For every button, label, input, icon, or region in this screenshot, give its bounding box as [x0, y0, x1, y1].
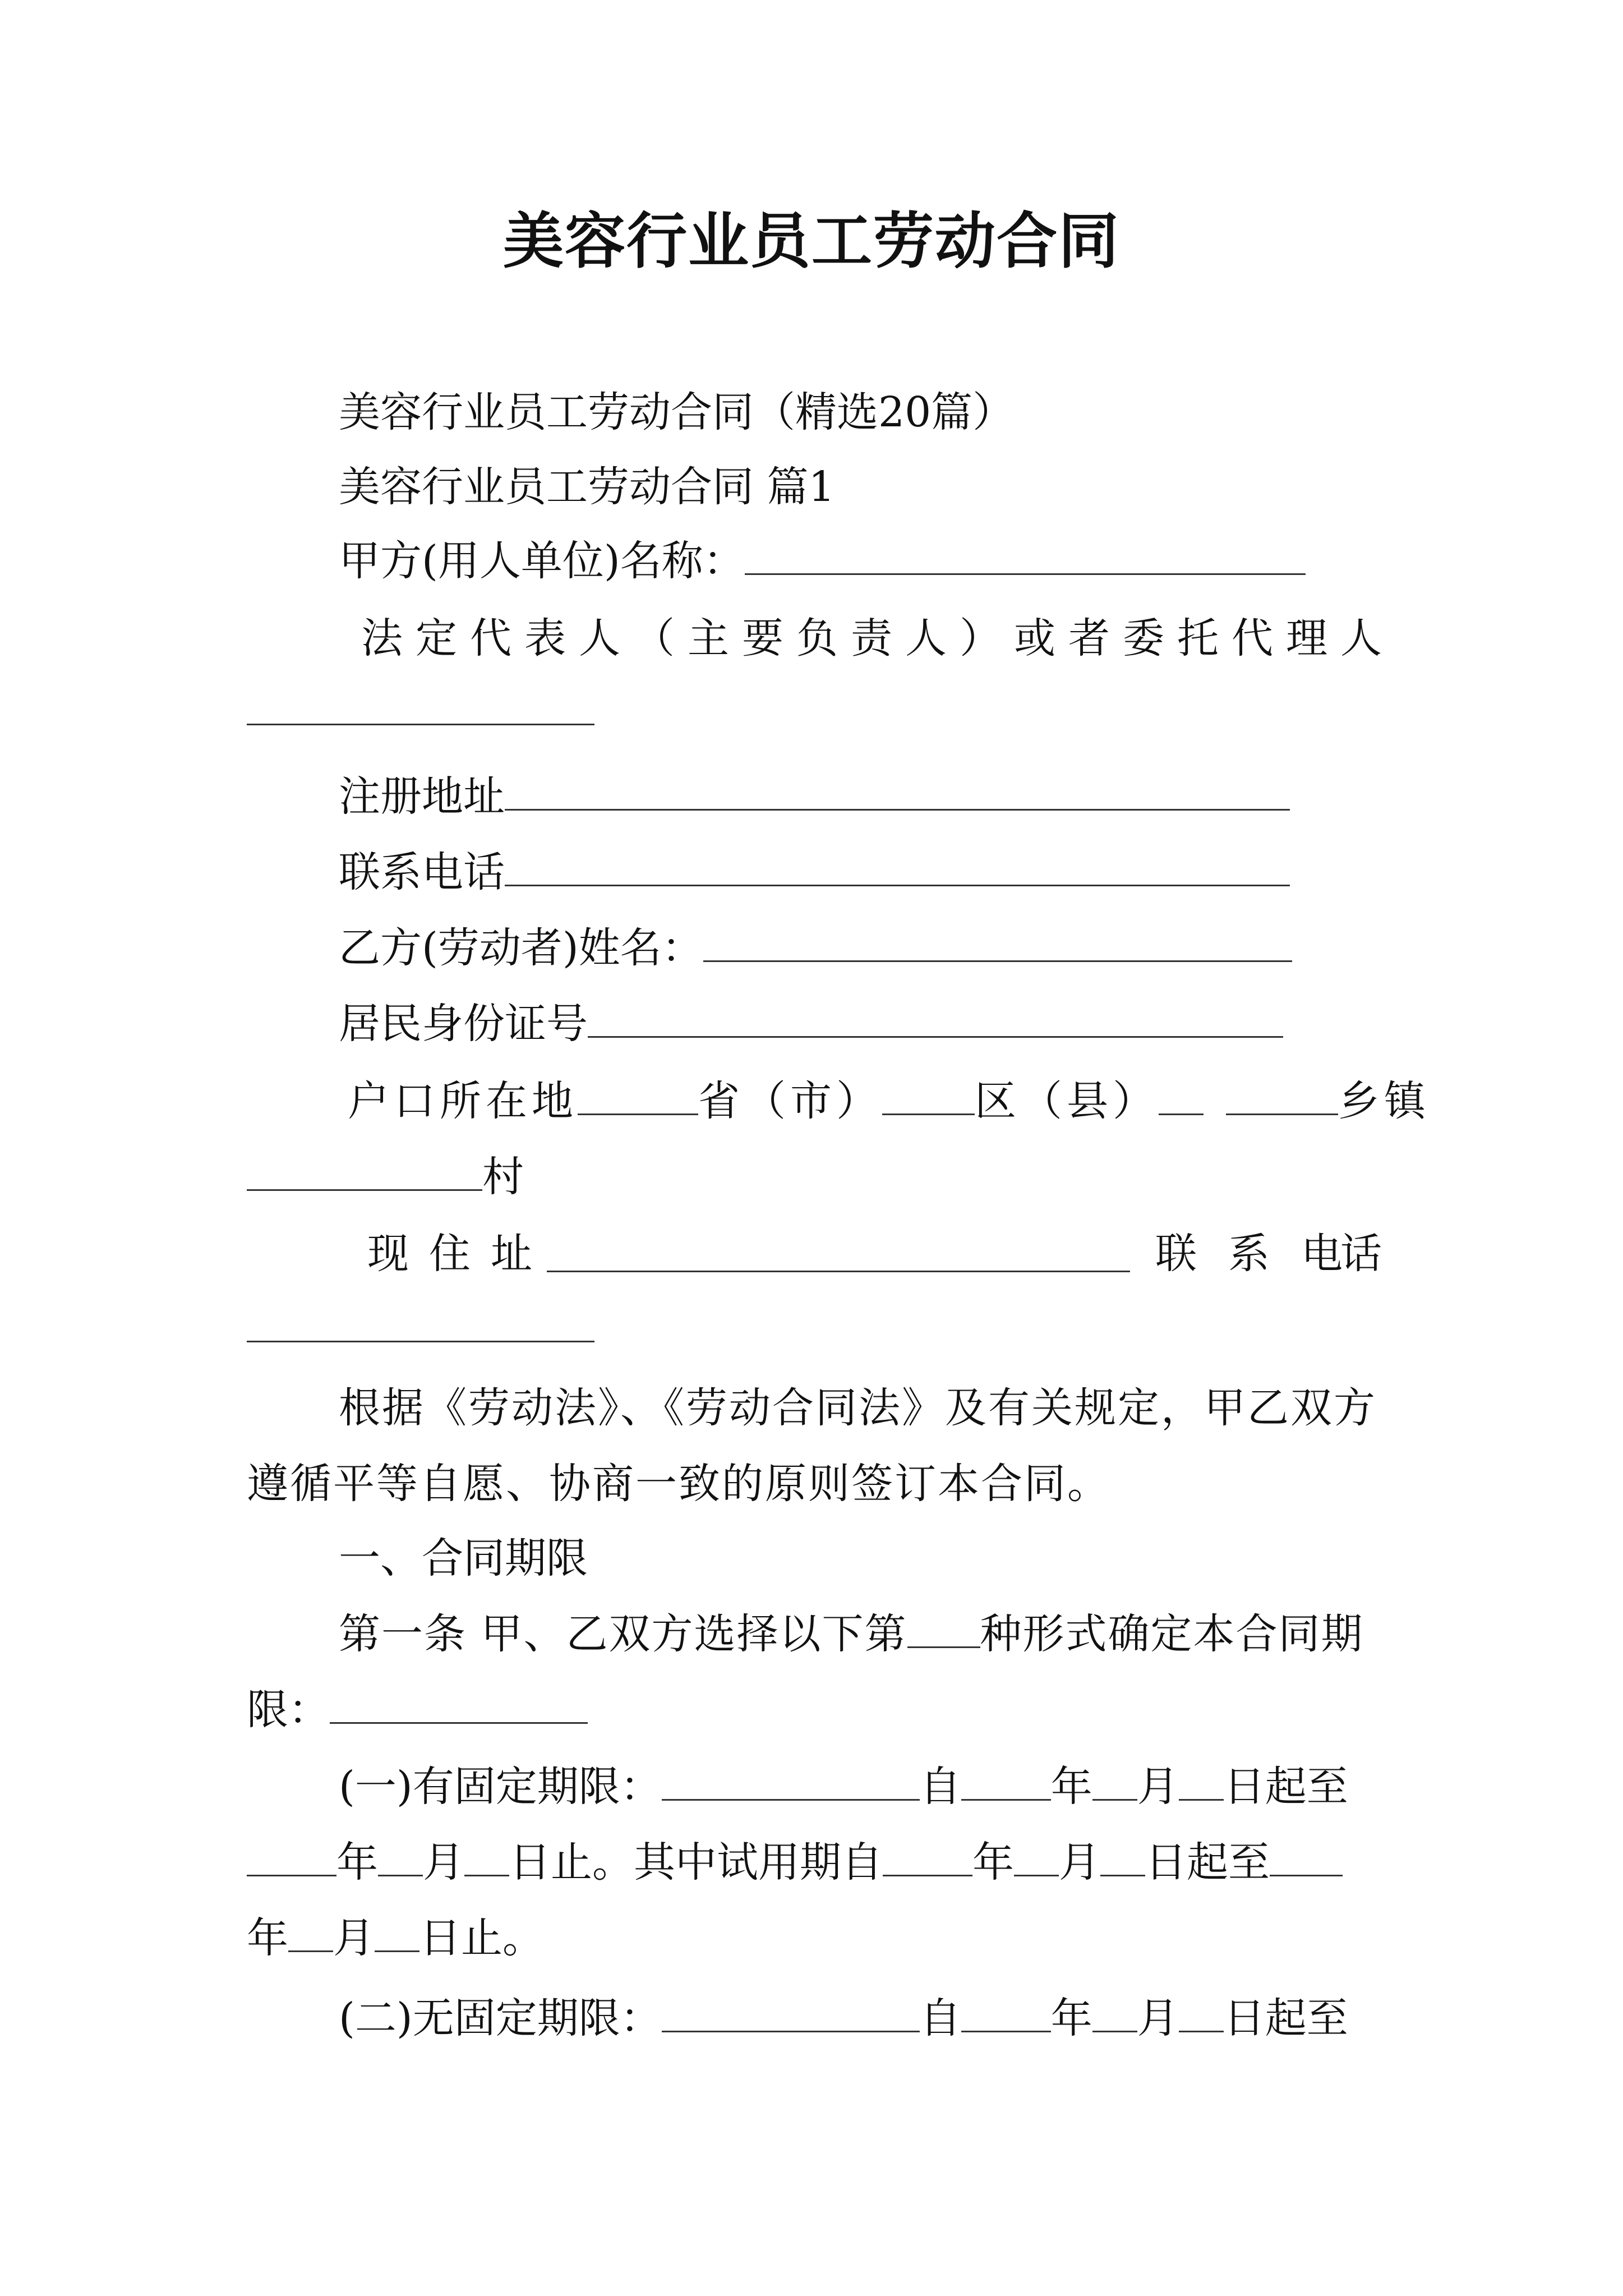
- day-blank: [1179, 1991, 1224, 2032]
- text-yue: 月: [333, 1914, 375, 1962]
- day-blank: [464, 1835, 509, 1876]
- day-blank: [375, 1911, 419, 1952]
- cur-phone-char: 话: [1340, 1230, 1382, 1278]
- month-blank: [378, 1835, 423, 1876]
- article-1-line: [339, 1606, 1364, 1662]
- party-b-line: [339, 920, 1292, 976]
- fixed-term-line-3: [247, 1910, 544, 1966]
- reg-address-line: [339, 769, 1290, 825]
- fixed-term-line-2: [247, 1834, 1343, 1890]
- text-yue: 月: [1137, 1763, 1179, 1811]
- month-blank: [1014, 1835, 1059, 1876]
- legal-rep-char: 人: [1340, 614, 1382, 662]
- non-fixed-term-line: [339, 1990, 1348, 2046]
- text-nian: 年: [336, 1838, 378, 1887]
- cur-phone-char: 联: [1155, 1230, 1197, 1278]
- cur-addr-char: 现: [367, 1230, 409, 1278]
- hukou-prov-label: 省（市）: [698, 1077, 882, 1125]
- article-heading: 美容行业员工劳动合同 篇1: [339, 463, 835, 511]
- subtitle: 美容行业员工劳动合同（精选20篇）: [339, 388, 1015, 436]
- current-phone-blank: [247, 1301, 594, 1342]
- article-1-limit-line: [247, 1682, 588, 1738]
- article-1-limit-blank: [330, 1683, 588, 1724]
- text-nian: 年: [247, 1914, 288, 1962]
- text-ri-qizhi: 日起至: [1223, 1994, 1348, 2042]
- phone-line: [339, 844, 1290, 900]
- hukou-town-label: 乡镇: [1338, 1077, 1430, 1125]
- hukou-village-blank: [247, 1150, 482, 1191]
- hukou-town-blank-1: [1159, 1074, 1204, 1115]
- text-nian: 年: [1050, 1763, 1092, 1811]
- legal-rep-char: 代: [470, 614, 511, 662]
- text-yue: 月: [1137, 1994, 1179, 2042]
- basis-line-2: 遵循平等自愿、协商一致的原则签订本合同。: [247, 1460, 1110, 1508]
- article-1-choice-blank: [907, 1607, 980, 1648]
- legal-rep-char: 负: [796, 614, 838, 662]
- current-phone-blank-line: [247, 1300, 594, 1356]
- party-a-label: 甲方(用人单位)名称：: [339, 537, 745, 585]
- legal-rep-char: 表: [524, 614, 566, 662]
- fixed-term-label: (一)有固定期限：: [339, 1763, 662, 1811]
- legal-rep-line: [361, 610, 1382, 666]
- party-b-blank: [703, 921, 1292, 962]
- text-ri-zhi: 日止。: [509, 1838, 634, 1887]
- legal-rep-char: 定: [416, 614, 457, 662]
- section-1-heading: 一、合同期限: [339, 1534, 588, 1582]
- probation-label: 其中试用期自: [634, 1838, 883, 1887]
- legal-rep-char: 委: [1123, 614, 1164, 662]
- phone-label: 联系电话: [339, 848, 505, 896]
- id-number-label: 居民身份证号: [339, 1000, 588, 1048]
- id-number-blank: [588, 997, 1283, 1038]
- reg-address-label: 注册地址: [339, 772, 505, 821]
- cur-addr-char: 址: [491, 1230, 532, 1278]
- legal-rep-char: 理: [1286, 614, 1327, 662]
- cur-phone-char: 系: [1228, 1230, 1270, 1278]
- day-blank: [1100, 1835, 1145, 1876]
- legal-rep-char: 代: [1232, 614, 1273, 662]
- legal-rep-char: 或: [1014, 614, 1055, 662]
- party-b-label: 乙方(劳动者)姓名：: [339, 924, 703, 972]
- article-1-text-c: 限：: [247, 1686, 330, 1734]
- text-yue: 月: [1059, 1838, 1100, 1887]
- text-ri-qizhi: 日起至: [1223, 1763, 1348, 1811]
- month-blank: [1092, 1991, 1137, 2032]
- legal-rep-char: 责: [851, 614, 892, 662]
- fixed-term-blank: [662, 1760, 920, 1801]
- hukou-village-line: [247, 1149, 524, 1205]
- party-a-line: [339, 533, 1306, 589]
- legal-rep-blank: [247, 684, 594, 725]
- hukou-village-label: 村: [482, 1153, 524, 1201]
- month-blank: [1092, 1760, 1137, 1801]
- party-a-blank: [745, 534, 1306, 575]
- cur-phone-char: 电: [1301, 1230, 1343, 1278]
- text-ri-qizhi: 日起至: [1145, 1838, 1270, 1887]
- id-number-line: [339, 996, 1283, 1052]
- non-fixed-term-label: (二)无固定期限：: [339, 1994, 662, 2042]
- hukou-dist-blank: [882, 1074, 975, 1115]
- month-blank: [288, 1911, 333, 1952]
- non-fixed-term-blank: [662, 1991, 920, 2032]
- year-blank: [1270, 1835, 1343, 1876]
- text-zi: 自: [919, 1994, 961, 2042]
- document-title: 美容行业员工劳动合同: [502, 206, 1120, 277]
- legal-rep-char: 人: [579, 614, 620, 662]
- fixed-term-line: [339, 1759, 1348, 1815]
- article-1-text-a: 第一条 甲、乙双方选择以下第: [339, 1610, 907, 1658]
- legal-rep-char: 者: [1068, 614, 1110, 662]
- text-nian: 年: [972, 1838, 1014, 1887]
- text-nian: 年: [1050, 1994, 1092, 2042]
- legal-rep-char: 人: [905, 614, 947, 662]
- hukou-town-blank-2: [1226, 1074, 1338, 1115]
- phone-blank: [505, 845, 1290, 886]
- current-address-blank: [547, 1231, 1130, 1272]
- year-blank: [961, 1991, 1051, 2032]
- article-1-text-b: 种形式确定本合同期: [980, 1610, 1364, 1658]
- basis-line-1: 根据《劳动法》、《劳动合同法》及有关规定，甲乙双方: [339, 1384, 1377, 1432]
- legal-rep-blank-line: [247, 683, 594, 739]
- reg-address-blank: [505, 770, 1290, 811]
- day-blank: [1179, 1760, 1224, 1801]
- hukou-label: 户口所在地: [348, 1077, 578, 1125]
- text-ri-zhi: 日止。: [419, 1914, 544, 1962]
- text-zi: 自: [919, 1763, 961, 1811]
- legal-rep-char: 要: [742, 614, 783, 662]
- year-blank: [247, 1835, 336, 1876]
- legal-rep-char: 托: [1177, 614, 1219, 662]
- legal-rep-char: 法: [361, 614, 403, 662]
- legal-rep-char: （: [633, 614, 675, 662]
- year-blank: [961, 1760, 1051, 1801]
- hukou-line: [348, 1073, 1430, 1129]
- hukou-dist-label: 区（县）: [975, 1077, 1159, 1125]
- hukou-prov-blank: [578, 1074, 698, 1115]
- year-blank: [883, 1835, 972, 1876]
- text-yue: 月: [423, 1838, 464, 1887]
- cur-addr-char: 住: [429, 1230, 471, 1278]
- legal-rep-char: ）: [960, 614, 1001, 662]
- legal-rep-char: 主: [688, 614, 729, 662]
